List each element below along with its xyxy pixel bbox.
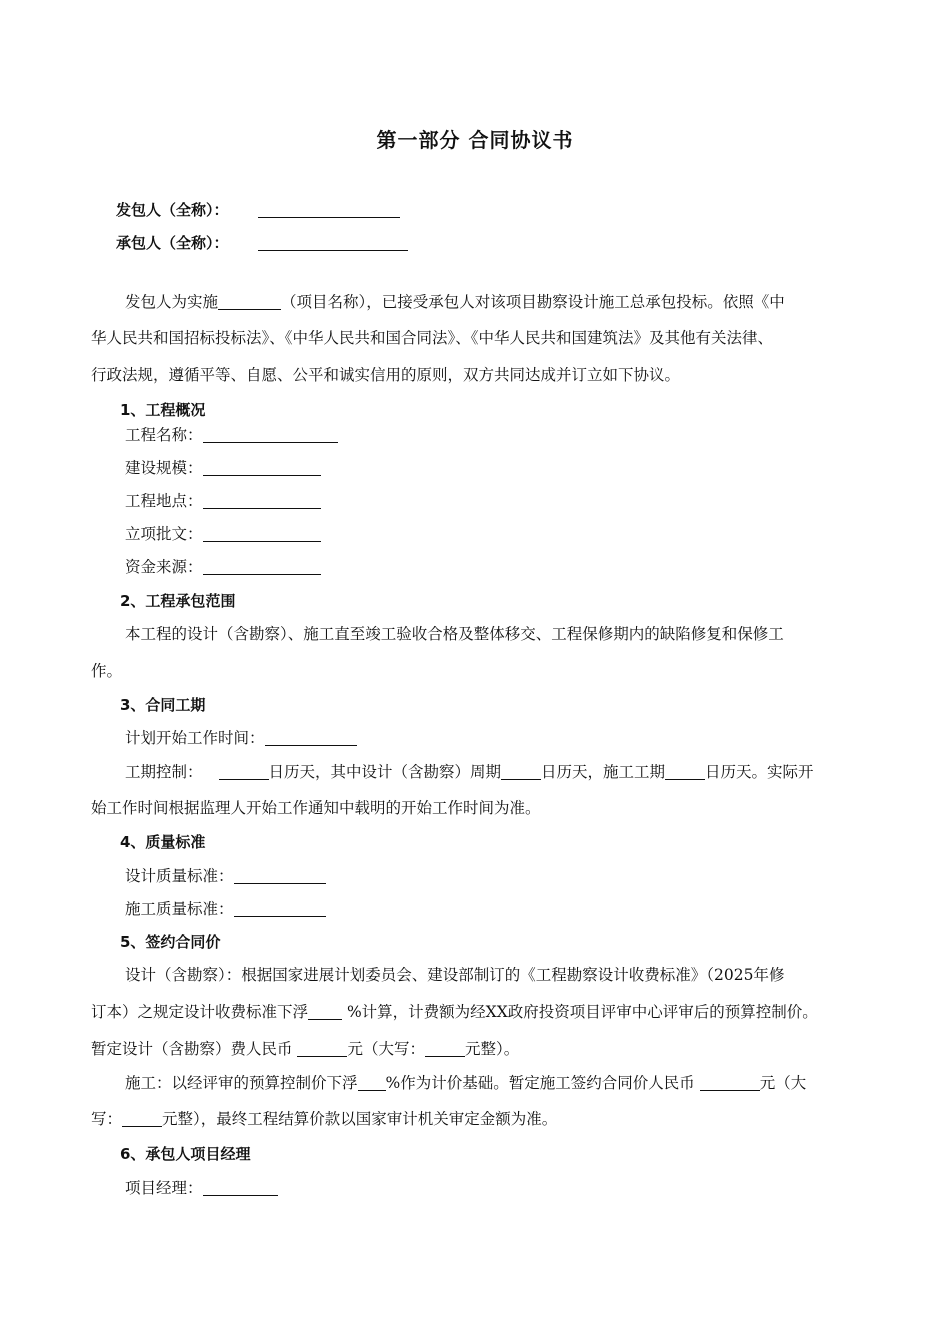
intro-line-1 <box>125 292 785 312</box>
design-discount-blank[interactable] <box>308 1003 342 1020</box>
design-fee-blank[interactable] <box>297 1040 347 1057</box>
duration-text-c: 日历天，施工工期 <box>541 763 666 781</box>
field-blank[interactable] <box>203 459 321 476</box>
section-2-heading: 2、工程承包范围 <box>120 592 236 610</box>
field-project-name <box>125 425 338 445</box>
price-construction-text-c: 元（大 <box>759 1074 807 1092</box>
price-construction-line-2 <box>91 1109 557 1129</box>
contractor-row <box>116 233 408 253</box>
contractor-name-blank[interactable] <box>258 234 408 251</box>
section-4-heading: 4、质量标准 <box>120 833 206 851</box>
field-label: 工程名称： <box>125 426 203 444</box>
field-location <box>125 491 321 511</box>
design-quality-blank[interactable] <box>234 867 326 884</box>
field-scale <box>125 458 321 478</box>
price-construction-text-e: 元整），最终工程结算价款以国家审计机关审定金额为准。 <box>162 1110 558 1128</box>
project-name-blank[interactable] <box>218 293 281 310</box>
field-funding <box>125 557 321 577</box>
employer-label: 发包人（全称）： <box>116 201 229 219</box>
employer-name-blank[interactable] <box>258 201 400 218</box>
section-1-heading: 1、工程概况 <box>120 401 206 419</box>
construction-price-blank[interactable] <box>700 1074 760 1091</box>
price-construction-text-b: %作为计价基础。暂定施工签约合同价人民币 <box>385 1074 700 1092</box>
price-design-line-2 <box>91 1002 818 1022</box>
intro-text-b: （项目名称），已接受承包人对该项目勘察设计施工总承包投标。依照《中 <box>281 293 785 311</box>
design-days-blank[interactable] <box>501 763 541 780</box>
construction-price-words-blank[interactable] <box>122 1110 162 1127</box>
design-quality-label: 设计质量标准： <box>125 867 234 885</box>
project-manager-label: 项目经理： <box>125 1179 203 1197</box>
duration-label: 工期控制： <box>125 763 203 781</box>
page-title: 第一部分 合同协议书 <box>376 128 574 152</box>
start-time-blank[interactable] <box>265 729 357 746</box>
price-design-text-b: %计算，计费额为经XX政府投资项目评审中心评审后的预算控制价。 <box>342 1003 818 1021</box>
design-quality-row <box>125 866 326 886</box>
price-design-text-d: 元（大写： <box>347 1040 425 1058</box>
construction-quality-label: 施工质量标准： <box>125 900 234 918</box>
section-5-heading: 5、签约合同价 <box>120 933 221 951</box>
scope-line-2: 作。 <box>91 662 123 680</box>
intro-line-3: 行政法规，遵循平等、自愿、公平和诚实信用的原则，双方共同达成并订立如下协议。 <box>91 366 681 384</box>
price-construction-text-d: 写： <box>91 1110 123 1128</box>
design-fee-words-blank[interactable] <box>425 1040 465 1057</box>
price-construction-line-1 <box>125 1073 806 1093</box>
contractor-label: 承包人（全称）： <box>116 234 229 252</box>
duration-line-2: 始工作时间根据监理人开始工作通知中载明的开始工作时间为准。 <box>91 799 541 817</box>
field-blank[interactable] <box>203 558 321 575</box>
construction-quality-blank[interactable] <box>234 900 326 917</box>
intro-line-2: 华人民共和国招标投标法》、《中华人民共和国合同法》、《中华人民共和国建筑法》及其他有关法律、 <box>91 329 774 347</box>
field-label: 建设规模： <box>125 459 203 477</box>
employer-row <box>116 200 400 220</box>
duration-line-1 <box>125 762 814 782</box>
project-manager-row <box>125 1178 278 1198</box>
price-design-line-1: 设计（含勘察）：根据国家进展计划委员会、建设部制订的《工程勘察设计收费标准》（2025年修 <box>125 966 785 984</box>
section-3-heading: 3、合同工期 <box>120 696 206 714</box>
construction-discount-blank[interactable] <box>358 1074 386 1091</box>
price-design-text-a: 订本）之规定设计收费标准下浮 <box>91 1003 309 1021</box>
construction-days-blank[interactable] <box>665 763 705 780</box>
section-6-heading: 6、承包人项目经理 <box>120 1145 251 1163</box>
field-label: 工程地点： <box>125 492 203 510</box>
start-time-label: 计划开始工作时间： <box>125 729 265 747</box>
duration-text-d: 日历天。实际开 <box>705 763 814 781</box>
construction-quality-row <box>125 899 326 919</box>
total-days-blank[interactable] <box>219 763 269 780</box>
field-blank[interactable] <box>203 426 338 443</box>
price-design-text-c: 暂定设计（含勘察）费人民币 <box>91 1040 298 1058</box>
project-manager-blank[interactable] <box>203 1179 278 1196</box>
scope-line-1: 本工程的设计（含勘察）、施工直至竣工验收合格及整体移交、工程保修期内的缺陷修复和保修工 <box>125 625 784 643</box>
price-design-text-e: 元整）。 <box>464 1040 520 1058</box>
field-label: 立项批文： <box>125 525 203 543</box>
duration-text-b: 日历天，其中设计（含勘察）周期 <box>268 763 502 781</box>
field-label: 资金来源： <box>125 558 203 576</box>
intro-text-a: 发包人为实施 <box>125 293 219 311</box>
field-blank[interactable] <box>203 492 321 509</box>
field-approval <box>125 524 321 544</box>
field-blank[interactable] <box>203 525 321 542</box>
price-construction-text-a: 施工：以经评审的预算控制价下浮 <box>125 1074 358 1092</box>
start-time-row <box>125 728 357 748</box>
price-design-line-3 <box>91 1039 519 1059</box>
